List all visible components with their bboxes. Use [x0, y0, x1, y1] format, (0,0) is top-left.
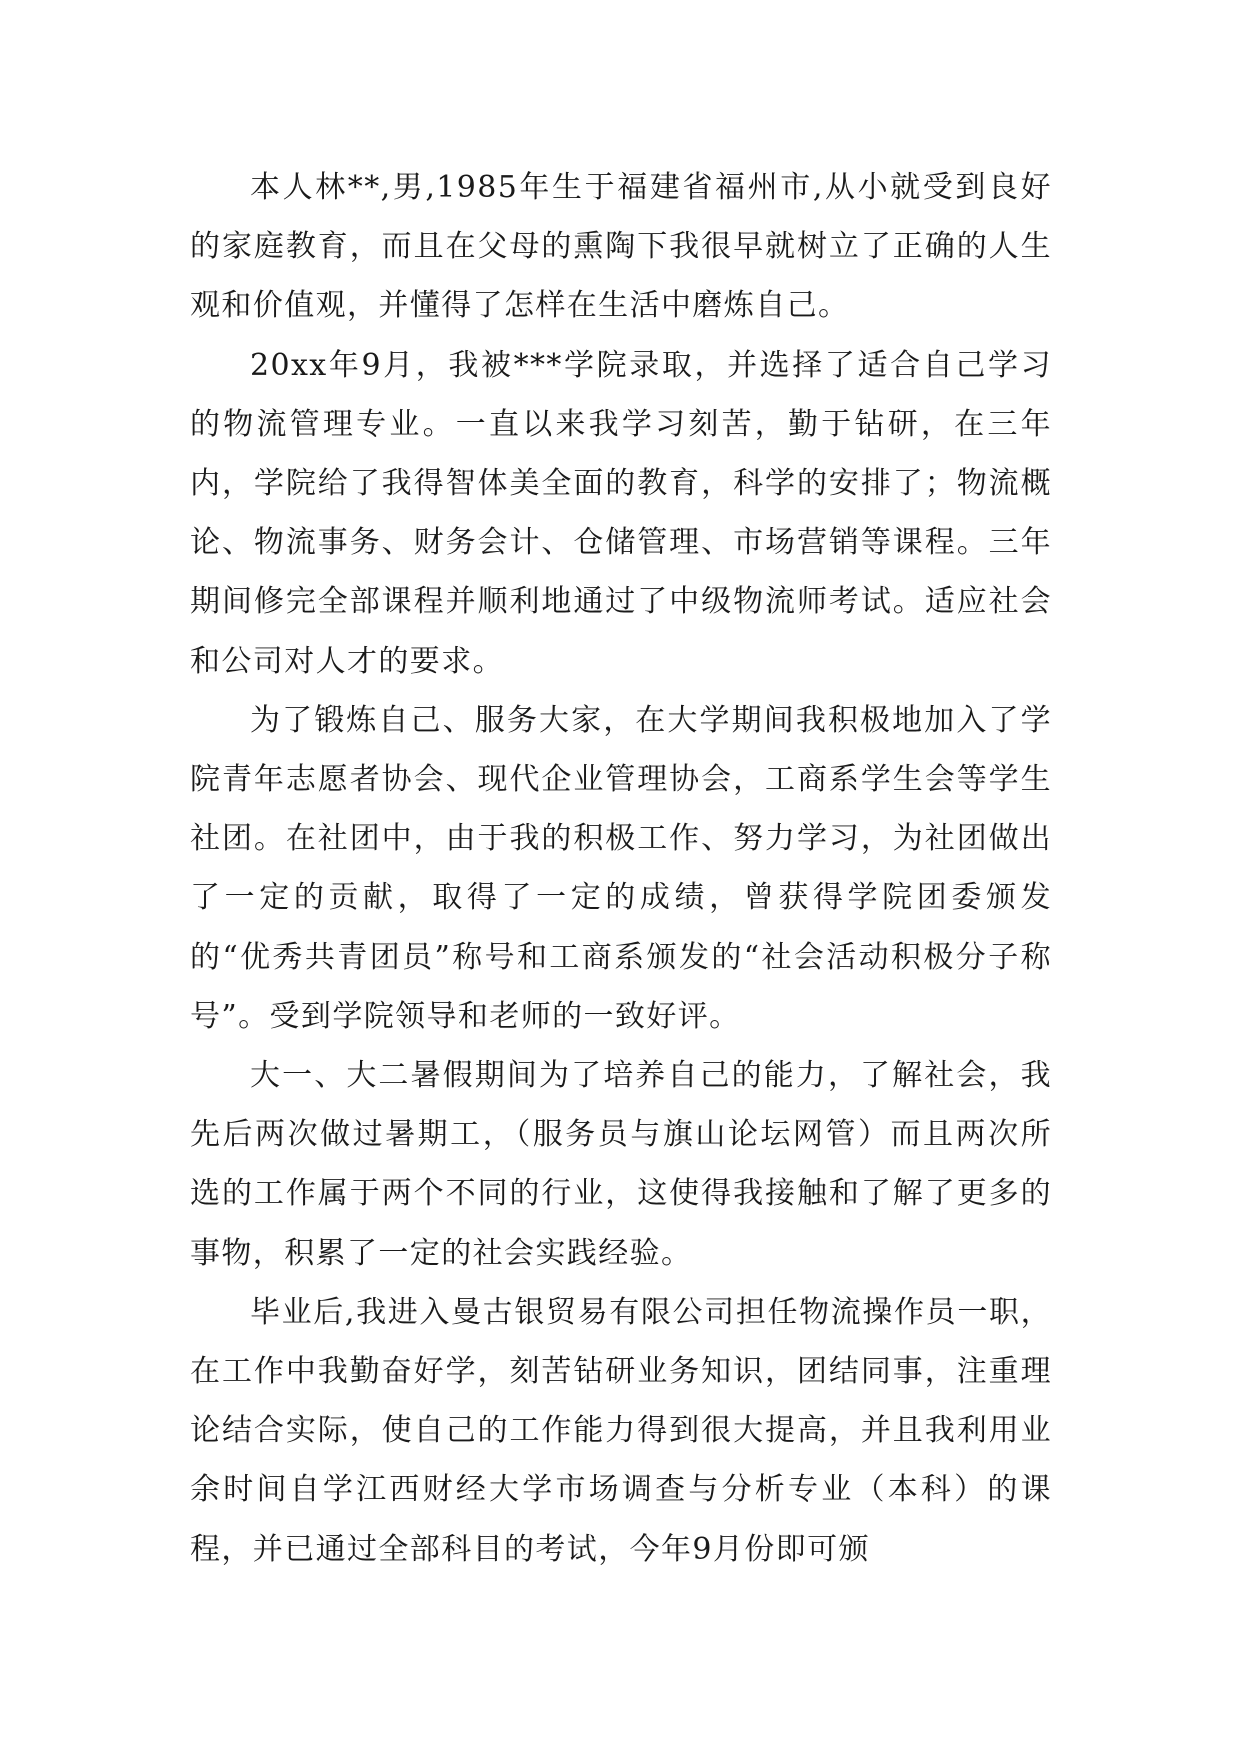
document-body: [190, 158, 1052, 1579]
paragraph-4: 大一、大二暑假期间为了培养自己的能力，了解社会，我先后两次做过暑期工，（服务员与旗山论坛网管）而且两次所选的工作属于两个不同的行业，这使得我接触和了解了更多的事物，积累了一定的社会实践经验。: [190, 1058, 1052, 1271]
paragraph-2: 20xx年9月，我被***学院录取，并选择了适合自己学习的物流管理专业。一直以来我学习刻苦，勤于钻研，在三年内，学院给了我得智体美全面的教育，科学的安排了；物流概论、物流事务、财务会计、仓储管理、市场营销等课程。三年期间修完全部课程并顺利地通过了中级物流师考试。适应社会和公司对人才的要求。: [190, 347, 1052, 679]
paragraph-5: 毕业后,我进入曼古银贸易有限公司担任物流操作员一职，在工作中我勤奋好学，刻苦钻研业务知识，团结同事，注重理论结合实际，使自己的工作能力得到很大提高，并且我利用业余时间自学江西财经大学市场调查与分析专业（本科）的课程，并已通过全部科目的考试，今年9月份即可颁: [190, 1294, 1052, 1567]
paragraph-3: 为了锻炼自己、服务大家，在大学期间我积极地加入了学院青年志愿者协会、现代企业管理协会，工商系学生会等学生社团。在社团中，由于我的积极工作、努力学习，为社团做出了一定的贡献，取得了一定的成绩，曾获得学院团委颁发的“优秀共青团员”称号和工商系颁发的“社会活动积极分子称号”。受到学院领导和老师的一致好评。: [190, 702, 1052, 1034]
paragraph-1: 本人林**,男,1985年生于福建省福州市,从小就受到良好的家庭教育，而且在父母的熏陶下我很早就树立了正确的人生观和价值观，并懂得了怎样在生活中磨炼自己。: [190, 170, 1052, 324]
